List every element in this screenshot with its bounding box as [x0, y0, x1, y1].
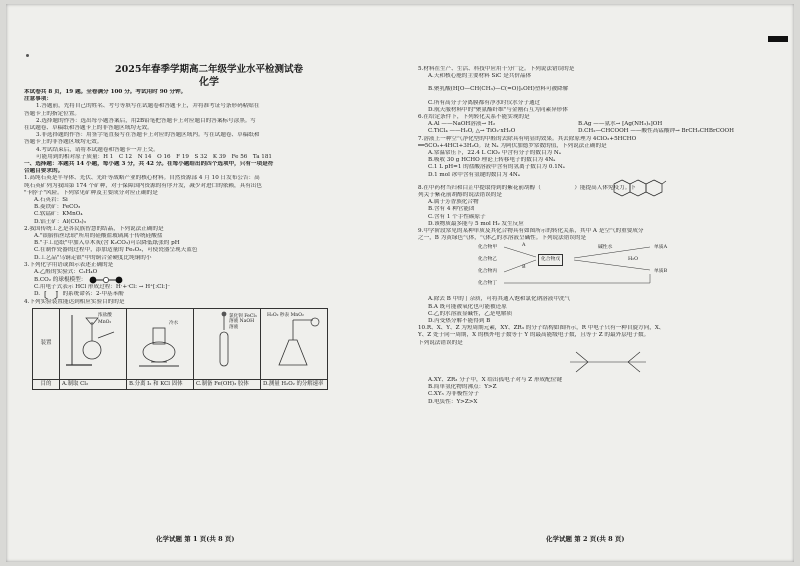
q6-stem: 6.在给定条件下，下列转化关系不能实现的是	[418, 114, 530, 121]
co2-ball-stick-model	[89, 276, 123, 284]
q3-option-d-text: D. 的系统命名：2-甲基苯酚	[34, 291, 124, 298]
q9-node: 化合物乙	[478, 257, 498, 263]
q1-stem: "卡脖子"风险。下列常见矿种及主要成分对应正确的是	[24, 189, 158, 196]
q8-option: D.该物质最多能与 5 mol H₂ 发生反应	[428, 220, 524, 227]
q9-node: 化合物丙	[478, 269, 498, 275]
q4-stem: 4.下列实验装置能达到相应实验目的的是	[24, 298, 125, 305]
q1-stem: 纯石英矿列为我国第 174 个矿种，对于保障国内资源的有序开发，减少对进口的依赖，具有出色	[24, 182, 262, 189]
q10-option: A.XY、ZR₃ 分子中，X 给出孤电子对与 Z 形成配位键	[428, 376, 562, 383]
notice-heading: 注意事项：	[24, 96, 52, 103]
q9-stem: 9.中学阶段常见的某种单质及其化合物具有如图所示的转化关系，其中 A 是空气的重要成分	[418, 228, 644, 235]
q4-c-label: 氯化钡 FeCl₃ 溶液 NaOH 溶液	[229, 313, 257, 330]
q8-option: C.含有 1 个手性碳原子	[428, 213, 486, 220]
q10-molecule-figure	[418, 347, 778, 377]
q5-option: D.航天服材料中的"聚氨酯纤维"与金刚石互为同素异形体	[428, 106, 568, 113]
q10-option: C.XY₃ 为非极性分子	[428, 391, 480, 398]
xy3-zr3-structure	[548, 347, 668, 377]
q4-purpose: A.制取 Cl₂	[60, 379, 127, 389]
q6-option: D.CH₂—CHCOOH ——酸性高锰酸钾→ BrCH₂CHBrCOOH	[578, 128, 734, 135]
q4-apparatus-a	[60, 308, 127, 379]
exam-sheet	[6, 4, 794, 562]
q1-option: B.菱铁矿：FeCO₃	[34, 204, 81, 211]
q5-stem: 5.材料在生产、生活、科技中应用十分广泛。下列说法错误的是	[418, 66, 575, 72]
q6-option: B.Ag ——氨水→ [Ag(NH₃)₂]OH	[578, 121, 663, 128]
q9-node: 化合物甲	[478, 245, 498, 251]
q4-purpose: D.测量 H₂O₂ 的分解速率	[261, 379, 328, 389]
scan-marker	[768, 36, 788, 42]
q9-option: D.丙受热分解不能得到 B	[428, 318, 491, 325]
exam-title: 2025年春季学期高二年级学业水平检测试卷	[115, 64, 303, 75]
q10-stem: 下列说法错误的是	[418, 339, 463, 346]
q2-option: B."手工造纸"中加入草木灰(含 K₂CO₃)可以降低纸张的 pH	[34, 240, 180, 247]
q10-option: B.简单氢化物的沸点：Y>Z	[428, 384, 497, 391]
notice-line: 答题卡上的非答题区域均无效。	[24, 139, 103, 146]
q3-stem: 3.下列化学用语或图示表述正确的是	[24, 261, 114, 268]
q9-node: 化合物戊	[538, 254, 563, 265]
q2-option: A."银胎掐丝珐琅"所用的硅酸盐玻璃属于传统硅酸盐	[34, 233, 163, 240]
q3-option-d	[24, 291, 394, 298]
q6-option: C.TiCl₄ ——H₂O, △→ TiO₂·xH₂O	[428, 128, 516, 135]
section-heading: 一、选择题：本题共 14 小题，每小题 3 分，共 42 分。在每小题给出的四个选项中，只有一项是符	[24, 161, 274, 168]
q10-stem: Y、Z 处于同一周期，X 的核外电子数等于 Y 的最高能级电子数，且等于 Z 的最外层电子数。	[418, 332, 650, 339]
q5-option: C.所有高分子分离膜都有净水时仅水分子通过	[428, 99, 541, 106]
q4-apparatus-b	[127, 308, 194, 379]
page-1	[24, 4, 394, 390]
footer-page-1: 化学试题 第 1 页(共 8 页)	[156, 535, 235, 543]
q9-arrows	[478, 242, 678, 296]
q9-option: B.A 既可能被氧化也可能被还原	[428, 303, 507, 310]
q9-label: A	[522, 243, 526, 249]
q6-options-row	[418, 128, 778, 135]
q8-stem-wrap	[418, 185, 778, 192]
atomic-masses: 可能用到的相对原子质量：H 1 C 12 N 14 O 16 F 19 S 32 K 39 Fe 56 Ta 181	[36, 153, 272, 160]
exam-meta: 本试卷共 8 页，19 题。全卷满分 100 分。考试用时 90 分钟。	[24, 89, 187, 95]
q1-option: D.铝土矿：Al(CO₃)₃	[34, 218, 86, 225]
q9-node: 化合物丁	[478, 281, 498, 287]
q7-option: A.常温常压下，22.4 L ClO₂ 中含有分子的数目为 Nₐ	[428, 150, 561, 157]
q2-stem: 2.我国传统工艺是各民族智慧的结晶，下列说法正确的是	[24, 225, 164, 232]
q7-option: B.吸收 30 g HCHO 理论上转移电子的数目为 4Nₐ	[428, 157, 556, 164]
q4-apparatus-c	[194, 308, 261, 379]
q8-stem: 列关于紫花前胡醇的说法错误的是	[418, 192, 502, 199]
q7-stem: 7.溶液上一种空气净化型的甲醛的去除具有明显的效果。其去除原理为 4ClO₂+5HCHO	[418, 135, 637, 142]
q2-option: D.工艺品"乌铜走银"中的铜合金硬度比纯铜的小	[34, 254, 152, 261]
q10-stem: 10.R、X、Y、Z 为短周期元素，XY、ZR₃ 的分子结构如图所示，R 中电子只有一种自旋方向，X、	[418, 325, 665, 332]
page-2	[418, 66, 778, 406]
sublimation-flask-icon	[129, 310, 191, 370]
q4-row-label: 目的	[33, 379, 60, 389]
footer-page-2: 化学试题 第 2 页(共 8 页)	[546, 535, 625, 543]
q5-option: B.聚乳酸(H[O—CH(CH₃)—C(=O)]ₙOH)塑料可被降解	[428, 86, 569, 93]
q9-option: A.除去 B 中的丁杂质，可将其通入饱和氯化钠溶液中洗气	[428, 296, 571, 303]
notice-line: 2.选择题的作答：选出每小题答案后，用2B铅笔把答题卡上对应题目的答案标号涂黑。写	[36, 117, 256, 124]
coumarin-structure	[608, 177, 668, 199]
q2-option: C.在制作瓷器的过程中，添加适量的 Fe₂O₃，可使瓷器呈现天蓝色	[34, 247, 198, 254]
q10-option: D.电负性：Y>Z>X	[428, 398, 478, 405]
q4-apparatus-table	[32, 308, 328, 390]
q3-option: A.乙醛的实验式：C₂H₄O	[34, 269, 98, 276]
q4-a-label: 浓盐酸 MnO₂	[98, 312, 112, 326]
notice-line: 答题卡上的指定位置。	[24, 110, 80, 117]
notice-line: 4.考试结束后，请将本试题卷和答题卡一并上交。	[36, 146, 159, 153]
q9-label: H₂O	[628, 257, 639, 263]
q9-node: 单质B	[654, 269, 668, 275]
exam-subject: 化学	[199, 77, 219, 88]
methylphenol-structure	[42, 291, 60, 298]
q7-option: C.1 L pH=1 的盐酸溶液中含有的氢离子数目为 0.1Nₐ	[428, 164, 565, 171]
notice-line: 1.答题前，先将自己的姓名、考号等填写在试题卷和答题卡上，并将准考证号条形码粘贴在	[36, 103, 260, 110]
section-heading-cont: 合题目要求的。	[24, 168, 64, 175]
notice-line: 3.非选择题的作答：用签字笔直接写在答题卡上对应的答题区域内。写在试题卷、草稿纸和	[36, 132, 260, 139]
q7-stem: ══5CO₂+4HCl+3H₂O。设 Nₐ 为阿伏加德罗常数的值，下列说法正确的是	[418, 142, 607, 149]
q9-label: 碱性水	[598, 245, 613, 251]
q9-stem: 之一，B 为黄绿色气体，气体乙的水溶液呈碱性。下列说法错误的是	[418, 235, 587, 242]
q6-option: A.Al ——NaOH溶液→ H₂	[428, 121, 496, 128]
q4-d-label: H₂O₂ 秒表 MnO₂	[267, 312, 304, 318]
q9-node: 单质A	[654, 245, 668, 251]
q3-option-b	[24, 276, 394, 284]
q3-option: C.用电子式表示 HCl 形成过程：H·+·Cl: → H⁺[:Cl:]⁻	[34, 284, 171, 291]
q9-diagram	[478, 242, 778, 296]
q1-option: C.软锰矿：KMnO₄	[34, 211, 83, 218]
q7-option: D.1 mol 冰中含有氢键的数目为 4Nₐ	[428, 171, 520, 178]
q4-b-label: 冷水	[169, 320, 179, 326]
q3-option-b-text: B.CO₂ 的球棍模型：	[34, 276, 87, 283]
q5-option: A.天和核心舱的主要材料 SiC 是共价晶体	[428, 73, 532, 80]
q1-stem: 1.高纯石英是半导体、光伏、光纤等战略产业的核心材料。自然资源部 4 月 10 日发布公告：高	[24, 175, 260, 182]
notice-line: 在试题卷、草稿纸和答题卡上的非答题区域均无效。	[24, 125, 153, 132]
q8-option: A.属于芳香族化合物	[428, 199, 479, 206]
q4-apparatus-d	[261, 308, 328, 379]
q4-row-label: 装置	[33, 308, 60, 379]
q8-option: B.含有 4 种官能团	[428, 206, 475, 213]
q9-label: B	[522, 265, 526, 271]
q4-purpose: B.分离 I₂ 和 KCl 固体	[127, 379, 194, 389]
q9-option: C.乙的水溶液显碱性，乙是电解质	[428, 310, 513, 317]
q1-option: A.石英岩：Si	[34, 197, 68, 204]
q8-stem: 8.在中药材当归和白芷中提取得到的紫花前胡醇（ ）能提高人体免疫力。下	[418, 184, 636, 191]
q6-options-row	[418, 121, 778, 128]
q4-purpose: C.制备 Fe(OH)₃ 胶体	[194, 379, 261, 389]
